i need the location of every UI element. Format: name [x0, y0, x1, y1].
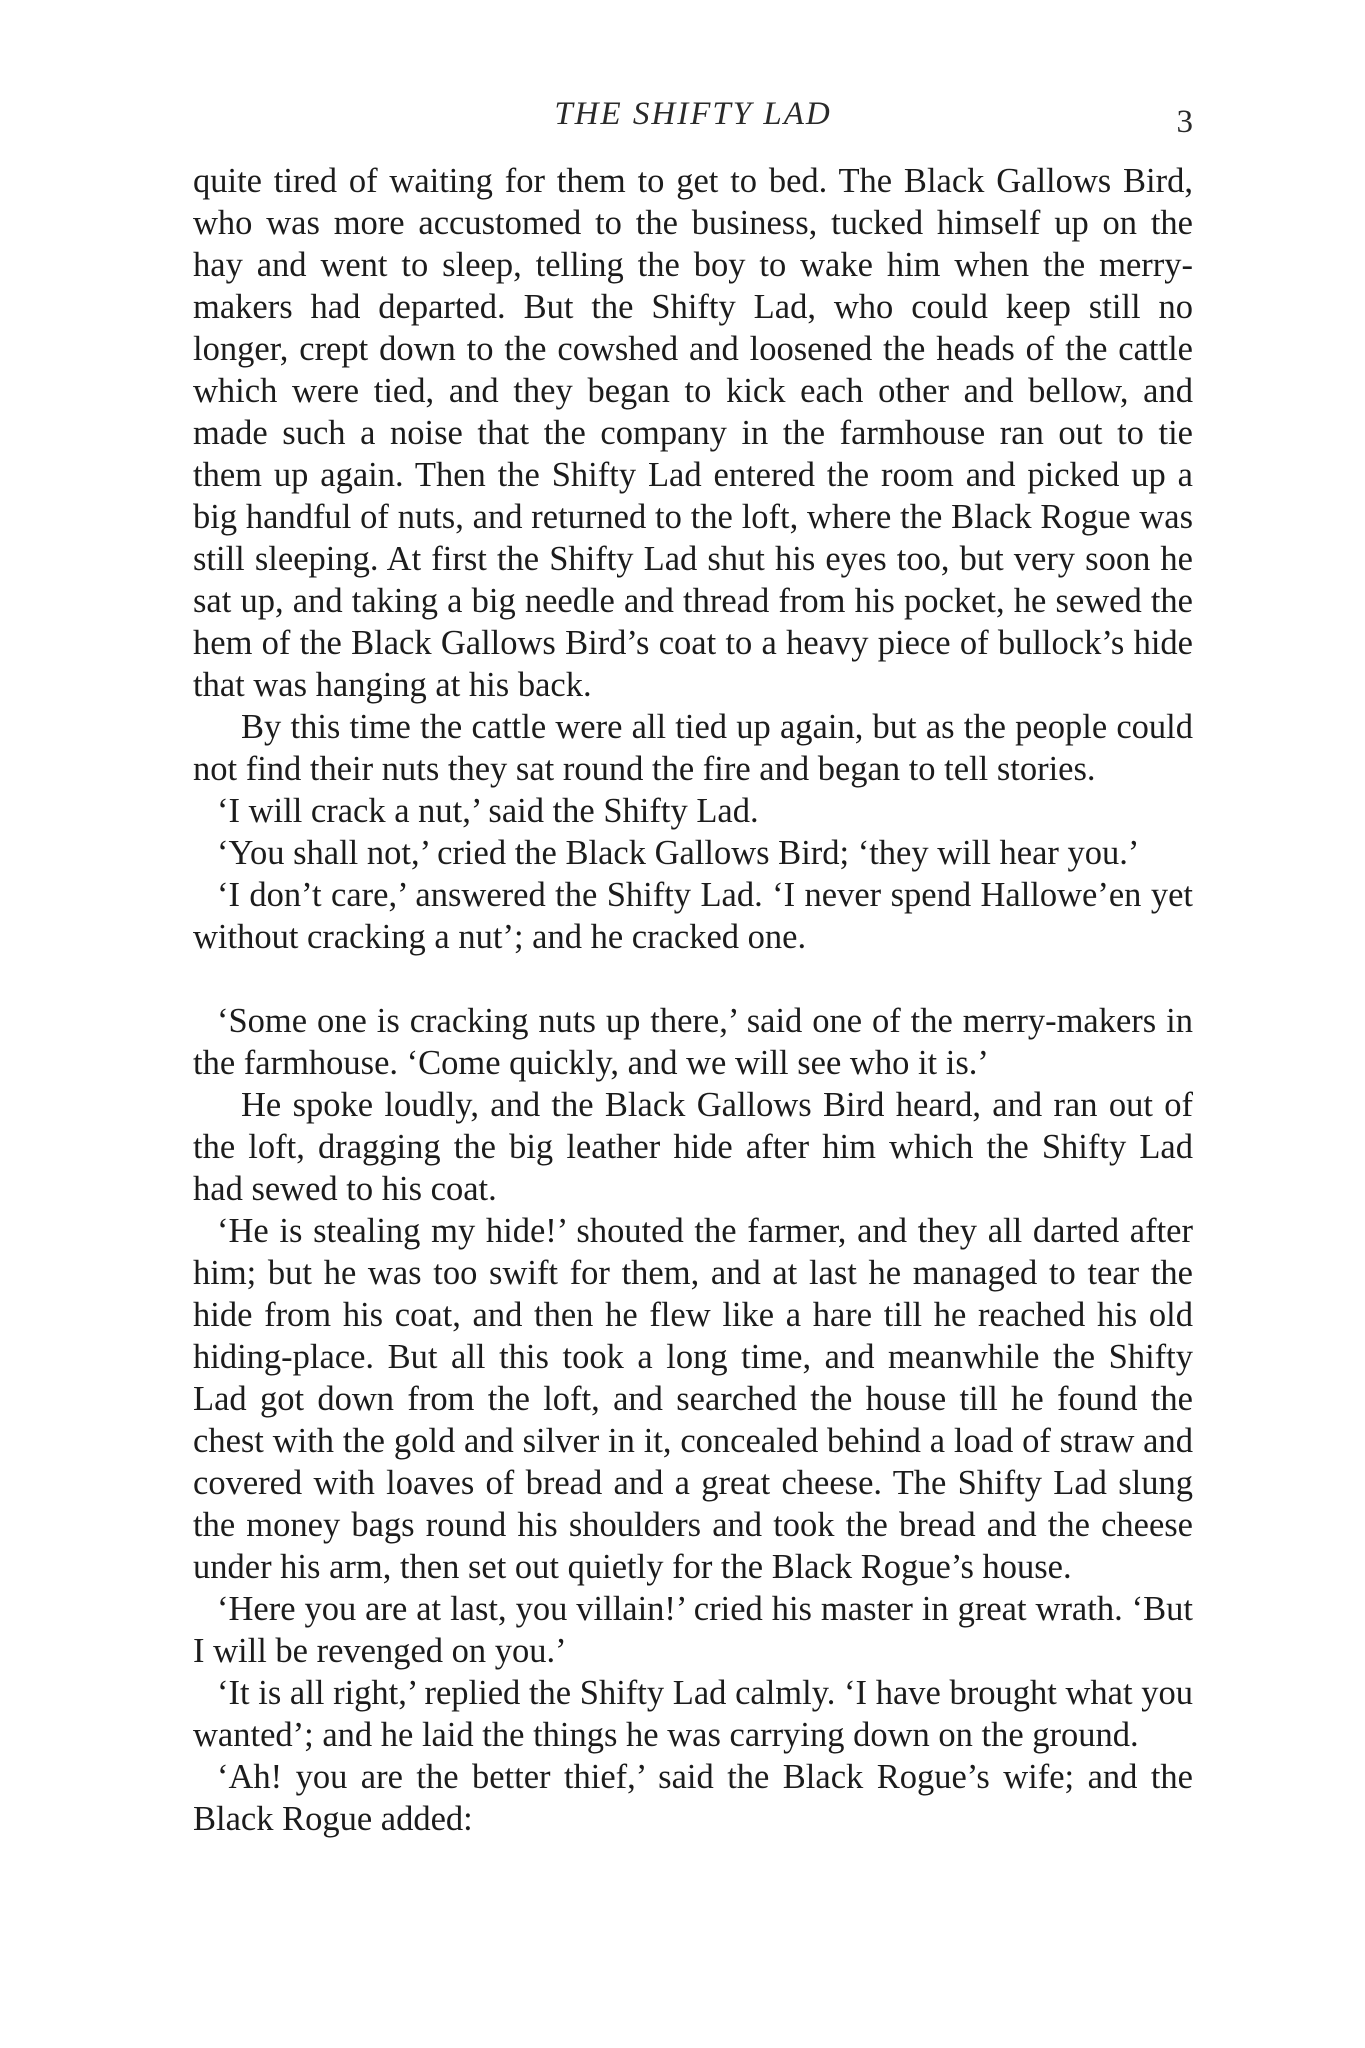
paragraph: ‘I don’t care,’ answered the Shifty Lad. ‘I never spend Hallowe’en yet without cracking a nut’; and he cracked one.: [193, 876, 1193, 956]
paragraph: By this time the cattle were all tied up again, but as the people could not find their nuts they sat round the fire and began to tell stories.: [193, 708, 1193, 788]
running-title: THE SHIFTY LAD: [554, 96, 832, 132]
paragraph: ‘He is stealing my hide!’ shouted the farmer, and they all darted after him; but he was too swift for them, and at last he managed to tear the hide from his coat, and then he flew like a hare till he reached his old hiding-place. But all this took a long time, and meanwhile the Shifty Lad got down from the loft, and searched the house till he found the chest with the gold and silver in it, concealed behind a load of straw and covered with loaves of bread and a great cheese. The Shifty Lad slung the money bags round his shoulders and took the bread and the cheese under his arm, then set out quietly for the Black Rogue’s house.: [193, 1212, 1193, 1586]
body-text: [193, 160, 1193, 1840]
paragraph: quite tired of waiting for them to get to bed. The Black Gallows Bird, who was more accustomed to the business, tucked himself up on the hay and went to sleep, telling the boy to wake him when the merry-makers had departed. But the Shifty Lad, who could keep still no longer, crept down to the cowshed and loosened the heads of the cattle which were tied, and they began to kick each other and bellow, and made such a noise that the company in the farmhouse ran out to tie them up again. Then the Shifty Lad entered the room and picked up a big handful of nuts, and returned to the loft, where the Black Rogue was still sleeping. At first the Shifty Lad shut his eyes too, but very soon he sat up, and taking a big needle and thread from his pocket, he sewed the hem of the Black Gallows Bird’s coat to a heavy piece of bullock’s hide that was hanging at his back.: [193, 162, 1193, 704]
paragraph: ‘I will crack a nut,’ said the Shifty Lad.: [217, 792, 759, 830]
paragraph: ‘It is all right,’ replied the Shifty Lad calmly. ‘I have brought what you wanted’; and he laid the things he was carrying down on the ground.: [193, 1674, 1193, 1754]
paragraph: ‘Here you are at last, you villain!’ cried his master in great wrath. ‘But I will be revenged on you.’: [193, 1590, 1193, 1670]
paragraph: ‘Ah! you are the better thief,’ said the Black Rogue’s wife; and the Black Rogue added:: [193, 1758, 1193, 1838]
page-header: [193, 96, 1193, 144]
paragraph: ‘You shall not,’ cried the Black Gallows Bird; ‘they will hear you.’: [217, 834, 1140, 872]
page-number: 3: [1176, 104, 1193, 140]
paragraph: ‘Some one is cracking nuts up there,’ said one of the merry-makers in the farmhouse. ‘Come quickly, and we will see who it is.’: [193, 1002, 1193, 1082]
paragraph: He spoke loudly, and the Black Gallows Bird heard, and ran out of the loft, dragging the big leather hide after him which the Shifty Lad had sewed to his coat.: [193, 1086, 1193, 1208]
